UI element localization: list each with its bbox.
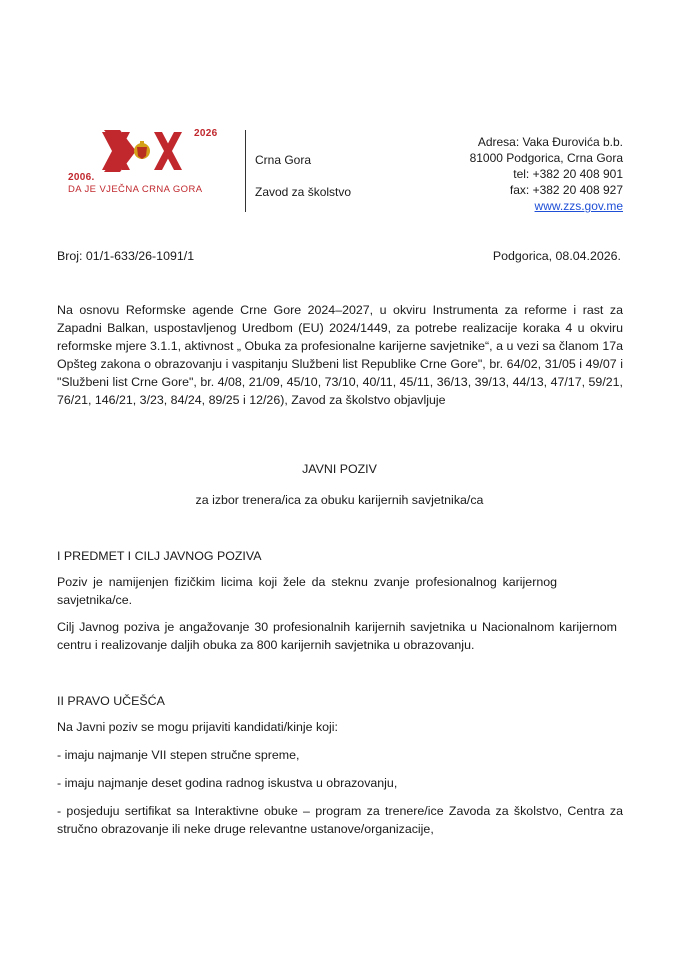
logo-year-end: 2026 [194, 128, 218, 139]
page-title: JAVNI POZIV [302, 462, 377, 476]
org-name: Zavod za školstvo [255, 185, 352, 199]
section1-paragraph-2: Cilj Javnog poziva je angažovanje 30 profesionalnih karijernih savjetnika u Nacionalnom karijernom centru i realizovanje daljih obuka za 800 karijernih savjetnika u obrazovanju. [57, 620, 617, 652]
place-date: Podgorica, 08.04.2026. [492, 249, 621, 263]
page-subtitle: za izbor trenera/ica za obuku karijernih savjetnika/ca [195, 493, 484, 507]
list-item: - imaju najmanje deset godina radnog iskustva u obrazovanju, [57, 776, 398, 790]
address-fax: fax: +382 20 408 927 [509, 183, 623, 197]
montenegro-coat-of-arms-icon [134, 141, 150, 159]
address-block [470, 134, 623, 214]
org-country: Crna Gora [255, 153, 312, 167]
section2-heading: II PRAVO UČEŠĆA [57, 694, 165, 708]
address-tel: tel: +382 20 408 901 [513, 167, 623, 181]
logo-year-start: 2006. [68, 172, 95, 183]
jubilee-logo [66, 118, 226, 198]
section1-paragraph-1: Poziv je namijenjen fizičkim licima koji žele da steknu zvanje profesionalnog karijernog savjetnika/ce. [57, 575, 557, 607]
document-number: Broj: 01/1-633/26-1091/1 [57, 249, 195, 263]
header-divider [245, 130, 246, 212]
intro-paragraph: Na osnovu Reformske agende Crne Gore 2024–2027, u okviru Instrumenta za reforme i rast za Zapadni Balkan, uspostavljenog Uredbom (EU) 2024/1449, za potrebe realizacije koraka 4 u okviru reformske mjere 3.1.1, aktivnost „ Obuka za profesionalne karijerne savjetnike“, a u vezi sa članom 17a Opšteg zakona o obrazovanju i vaspitanju Službeni list Republike Crne Gore", br. 64/02, 31/05 i 49/07 i "Službeni list Crne Gore", br. 4/08, 21/09, 45/10, 73/10, 40/11, 45/11, 36/13, 39/13, 44/13, 47/17, 59/21, 76/21, 146/21, 3/23, 84/24, 89/25 i 12/26), Zavod za školstvo objavljuje [57, 303, 623, 407]
website-link[interactable]: www.zzs.gov.me [534, 199, 623, 213]
section1-heading: I PREDMET I CILJ JAVNOG POZIVA [57, 549, 262, 563]
list-item: - posjeduju sertifikat sa Interaktivne obuke – program za trenere/ice Zavoda za školstvo, Centra za stručno obrazovanje ili neke druge relevantne ustanove/organizacije, [57, 804, 623, 836]
section2-intro: Na Javni poziv se mogu prijaviti kandidati/kinje koji: [57, 720, 338, 734]
logo-motto: DA JE VJEČNA CRNA GORA [68, 184, 203, 195]
list-item: - imaju najmanje VII stepen stručne spreme, [57, 748, 300, 762]
address-street: Adresa: Vaka Đurovića b.b. [477, 135, 623, 149]
address-city: 81000 Podgorica, Crna Gora [469, 151, 623, 165]
